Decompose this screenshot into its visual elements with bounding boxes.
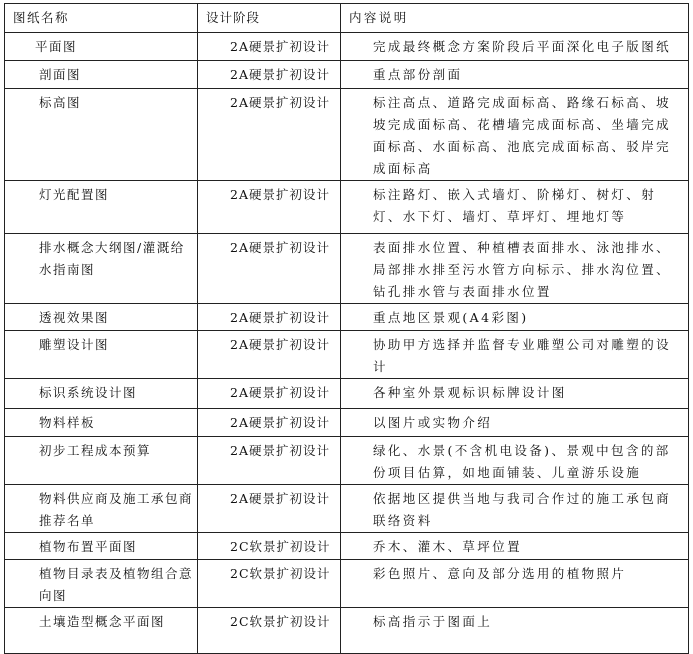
table-row bbox=[5, 331, 689, 379]
table-row bbox=[5, 89, 689, 181]
table-row bbox=[5, 533, 689, 560]
row-drawing-name: 土壤造型概念平面图 bbox=[5, 608, 198, 654]
row-drawing-name: 物料样板 bbox=[5, 409, 198, 437]
row-design-stage: 2A硬景扩初设计 bbox=[198, 61, 341, 89]
row-drawing-name: 雕塑设计图 bbox=[5, 331, 198, 379]
row-content-description: 协助甲方选择并监督专业雕塑公司对雕塑的设计 bbox=[341, 331, 689, 379]
design-deliverables-table bbox=[4, 3, 689, 654]
table-row bbox=[5, 33, 689, 61]
row-content-description: 彩色照片、意向及部分选用的植物照片 bbox=[341, 560, 689, 608]
table-row bbox=[5, 61, 689, 89]
row-content-description: 重点部份剖面 bbox=[341, 61, 689, 89]
table-row bbox=[5, 485, 689, 533]
row-drawing-name: 植物目录表及植物组合意向图 bbox=[5, 560, 198, 608]
header-design-stage: 设计阶段 bbox=[198, 4, 341, 33]
row-content-description: 以图片或实物介绍 bbox=[341, 409, 689, 437]
row-content-description: 依据地区提供当地与我司合作过的施工承包商联络资料 bbox=[341, 485, 689, 533]
row-drawing-name: 标高图 bbox=[5, 89, 198, 181]
row-design-stage: 2A硬景扩初设计 bbox=[198, 181, 341, 234]
row-design-stage: 2C软景扩初设计 bbox=[198, 560, 341, 608]
table-row bbox=[5, 409, 689, 437]
row-design-stage: 2A硬景扩初设计 bbox=[198, 331, 341, 379]
row-drawing-name: 标识系统设计图 bbox=[5, 379, 198, 409]
row-design-stage: 2A硬景扩初设计 bbox=[198, 437, 341, 485]
row-content-description: 标高指示于图面上 bbox=[341, 608, 689, 654]
row-drawing-name: 物料供应商及施工承包商推荐名单 bbox=[5, 485, 198, 533]
row-drawing-name: 透视效果图 bbox=[5, 304, 198, 331]
row-content-description: 各种室外景观标识标牌设计图 bbox=[341, 379, 689, 409]
table-header-row bbox=[5, 4, 689, 33]
row-content-description: 完成最终概念方案阶段后平面深化电子版图纸 bbox=[341, 33, 689, 61]
row-content-description: 表面排水位置、种植槽表面排水、泳池排水、局部排水排至污水管方向标示、排水沟位置、钻孔排水管与表面排水位置 bbox=[341, 234, 689, 304]
row-drawing-name: 植物布置平面图 bbox=[5, 533, 198, 560]
row-content-description: 重点地区景观(A4彩图) bbox=[341, 304, 689, 331]
row-drawing-name: 排水概念大纲图/灌溉给水指南图 bbox=[5, 234, 198, 304]
header-drawing-name: 图纸名称 bbox=[5, 4, 198, 33]
row-drawing-name: 初步工程成本预算 bbox=[5, 437, 198, 485]
table-row bbox=[5, 437, 689, 485]
row-design-stage: 2A硬景扩初设计 bbox=[198, 89, 341, 181]
row-drawing-name: 剖面图 bbox=[5, 61, 198, 89]
table-row bbox=[5, 608, 689, 654]
row-drawing-name: 平面图 bbox=[5, 33, 198, 61]
header-content-description: 内容说明 bbox=[341, 4, 689, 33]
row-content-description: 乔木、灌木、草坪位置 bbox=[341, 533, 689, 560]
row-design-stage: 2C软景扩初设计 bbox=[198, 608, 341, 654]
table-row bbox=[5, 304, 689, 331]
row-design-stage: 2A硬景扩初设计 bbox=[198, 379, 341, 409]
row-design-stage: 2C软景扩初设计 bbox=[198, 533, 341, 560]
row-content-description: 标注高点、道路完成面标高、路缘石标高、坡坡完成面标高、花槽墙完成面标高、坐墙完成面标高、水面标高、池底完成面标高、驳岸完成面标高 bbox=[341, 89, 689, 181]
row-design-stage: 2A硬景扩初设计 bbox=[198, 234, 341, 304]
table-row bbox=[5, 560, 689, 608]
row-content-description: 绿化、水景(不含机电设备)、景观中包含的部份项目估算，如地面铺装、儿童游乐设施 bbox=[341, 437, 689, 485]
row-design-stage: 2A硬景扩初设计 bbox=[198, 409, 341, 437]
table-row bbox=[5, 234, 689, 304]
table-row bbox=[5, 181, 689, 234]
row-design-stage: 2A硬景扩初设计 bbox=[198, 304, 341, 331]
row-drawing-name: 灯光配置图 bbox=[5, 181, 198, 234]
row-design-stage: 2A硬景扩初设计 bbox=[198, 485, 341, 533]
row-design-stage: 2A硬景扩初设计 bbox=[198, 33, 341, 61]
table-row bbox=[5, 379, 689, 409]
row-content-description: 标注路灯、嵌入式墙灯、阶梯灯、树灯、射灯、水下灯、墙灯、草坪灯、埋地灯等 bbox=[341, 181, 689, 234]
